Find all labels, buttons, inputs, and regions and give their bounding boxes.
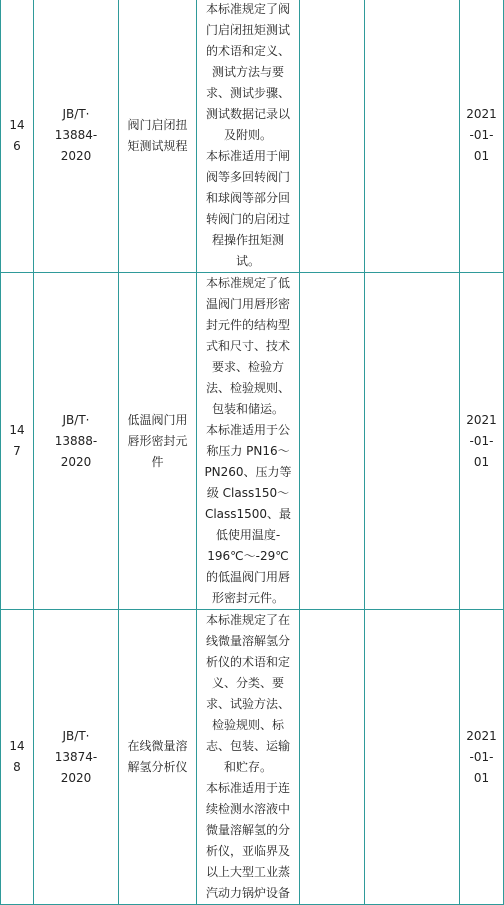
cell-line: JB/T· (62, 412, 90, 427)
standard-name-cell (119, 0, 197, 273)
cell-line: 本标准规定了在 (205, 613, 290, 627)
cell-line: 在线微量溶 (127, 739, 188, 753)
cell-line: 7 (13, 444, 21, 458)
description-cell (197, 610, 300, 905)
cell-line: 13874- (54, 749, 98, 764)
cell-line: 阀等多回转阀门 (205, 170, 290, 184)
cell-line: 件 (151, 454, 164, 469)
cell-line: 13888- (54, 433, 98, 448)
cell-line: 01 (473, 770, 490, 785)
cell-line: 测试数据记录以 (205, 107, 290, 121)
cell-line: 析仪的术语和定 (205, 655, 290, 669)
cell-line: 称压力 PN16～ (206, 444, 290, 458)
cell-line: 试。 (235, 254, 260, 268)
cell-line: 级 Class150～ (206, 486, 290, 500)
cell-line: -01- (469, 128, 494, 142)
standard-name-cell (119, 610, 197, 905)
empty-cell (300, 610, 365, 905)
cell-line: 包装和储运。 (211, 402, 284, 416)
cell-line: 和贮存。 (223, 760, 272, 774)
seq-number-cell (1, 0, 34, 273)
cell-line: 本标准规定了低 (205, 276, 290, 290)
table-row (1, 610, 504, 905)
cell-line: 6 (13, 138, 21, 153)
cell-line: 及附则。 (223, 128, 272, 142)
cell-line: 2021 (466, 107, 497, 121)
cell-line: 求、测试步骤、 (205, 86, 290, 100)
cell-line: 和球阀等部分回 (205, 191, 290, 205)
cell-line: 阀门启闭扭 (127, 117, 188, 132)
cell-line: -01- (469, 433, 494, 448)
description-cell (197, 0, 300, 273)
seq-number-cell (1, 610, 34, 905)
cell-line: 196℃～-29℃ (207, 549, 289, 563)
cell-line: 低温阀门用 (127, 412, 188, 427)
empty-cell (365, 273, 460, 610)
cell-line: PN260、压力等 (204, 465, 292, 479)
description-cell (197, 273, 300, 610)
cell-line: 汽动力锅炉设备 (205, 886, 290, 900)
empty-cell (365, 0, 460, 273)
cell-line: 01 (473, 149, 490, 163)
cell-line: JB/T· (62, 728, 90, 743)
cell-line: 8 (13, 760, 21, 774)
cell-line: 温阀门用唇形密 (205, 297, 290, 311)
cell-line: 2020 (60, 454, 92, 469)
cell-line: 本标准适用于公 (205, 423, 290, 437)
cell-line: 13884- (54, 128, 98, 142)
cell-line: 法、检验规则、 (205, 381, 290, 395)
cell-line: 低使用温度- (215, 528, 281, 542)
table-row (1, 273, 504, 610)
cell-line: 形密封元件。 (211, 591, 284, 605)
cell-line: 程操作扭矩测 (211, 233, 284, 247)
cell-line: 2020 (60, 770, 92, 785)
cell-line: -01- (469, 749, 494, 764)
table-row (1, 0, 504, 273)
cell-line: 的低温阀门用唇 (205, 570, 290, 584)
cell-line: 检验规则、标 (211, 718, 284, 732)
cell-line: 线微量溶解氢分 (205, 634, 290, 648)
cell-line: 测试方法与要 (211, 65, 284, 79)
cell-line: 矩测试规程 (127, 138, 188, 153)
cell-line: JB/T· (62, 107, 90, 121)
cell-line: Class1500、最 (204, 507, 292, 521)
empty-cell (365, 610, 460, 905)
cell-line: 析仪，亚临界及 (205, 844, 290, 858)
cell-line: 2020 (60, 149, 92, 163)
date-cell (460, 0, 504, 273)
cell-line: 2021 (466, 728, 497, 743)
cell-line: 的术语和定义、 (205, 44, 290, 58)
cell-line: 要求、检验方 (211, 360, 284, 374)
cell-line: 转阀门的启闭过 (205, 212, 290, 226)
cell-line: 式和尺寸、技术 (205, 339, 290, 353)
cell-line: 2021 (466, 412, 497, 427)
cell-line: 求、试验方法、 (205, 697, 290, 711)
cell-line: 续检测水溶液中 (205, 802, 290, 816)
cell-line: 封元件的结构型 (205, 318, 290, 332)
date-cell (460, 610, 504, 905)
standard-number-cell (34, 0, 119, 273)
cell-line: 解氢分析仪 (127, 760, 188, 774)
cell-line: 志、包装、运输 (205, 739, 290, 753)
cell-line: 本标准适用于连 (205, 781, 290, 795)
cell-line: 本标准规定了阀 (205, 2, 290, 16)
cell-line: 14 (9, 739, 25, 753)
cell-line: 14 (9, 423, 25, 437)
standard-name-cell (119, 273, 197, 610)
cell-line: 微量溶解氢的分 (205, 823, 290, 837)
seq-number-cell (1, 273, 34, 610)
empty-cell (300, 0, 365, 273)
cell-line: 14 (9, 117, 25, 132)
standard-number-cell (34, 610, 119, 905)
cell-line: 义、分类、要 (211, 676, 284, 690)
cell-line: 门启闭扭矩测试 (205, 23, 290, 37)
standard-number-cell (34, 273, 119, 610)
cell-line: 本标准适用于闸 (205, 149, 290, 163)
empty-cell (300, 273, 365, 610)
cell-line: 01 (473, 454, 490, 469)
cell-line: 唇形密封元 (127, 433, 188, 448)
date-cell (460, 273, 504, 610)
cell-line: 以上大型工业蒸 (205, 865, 290, 879)
